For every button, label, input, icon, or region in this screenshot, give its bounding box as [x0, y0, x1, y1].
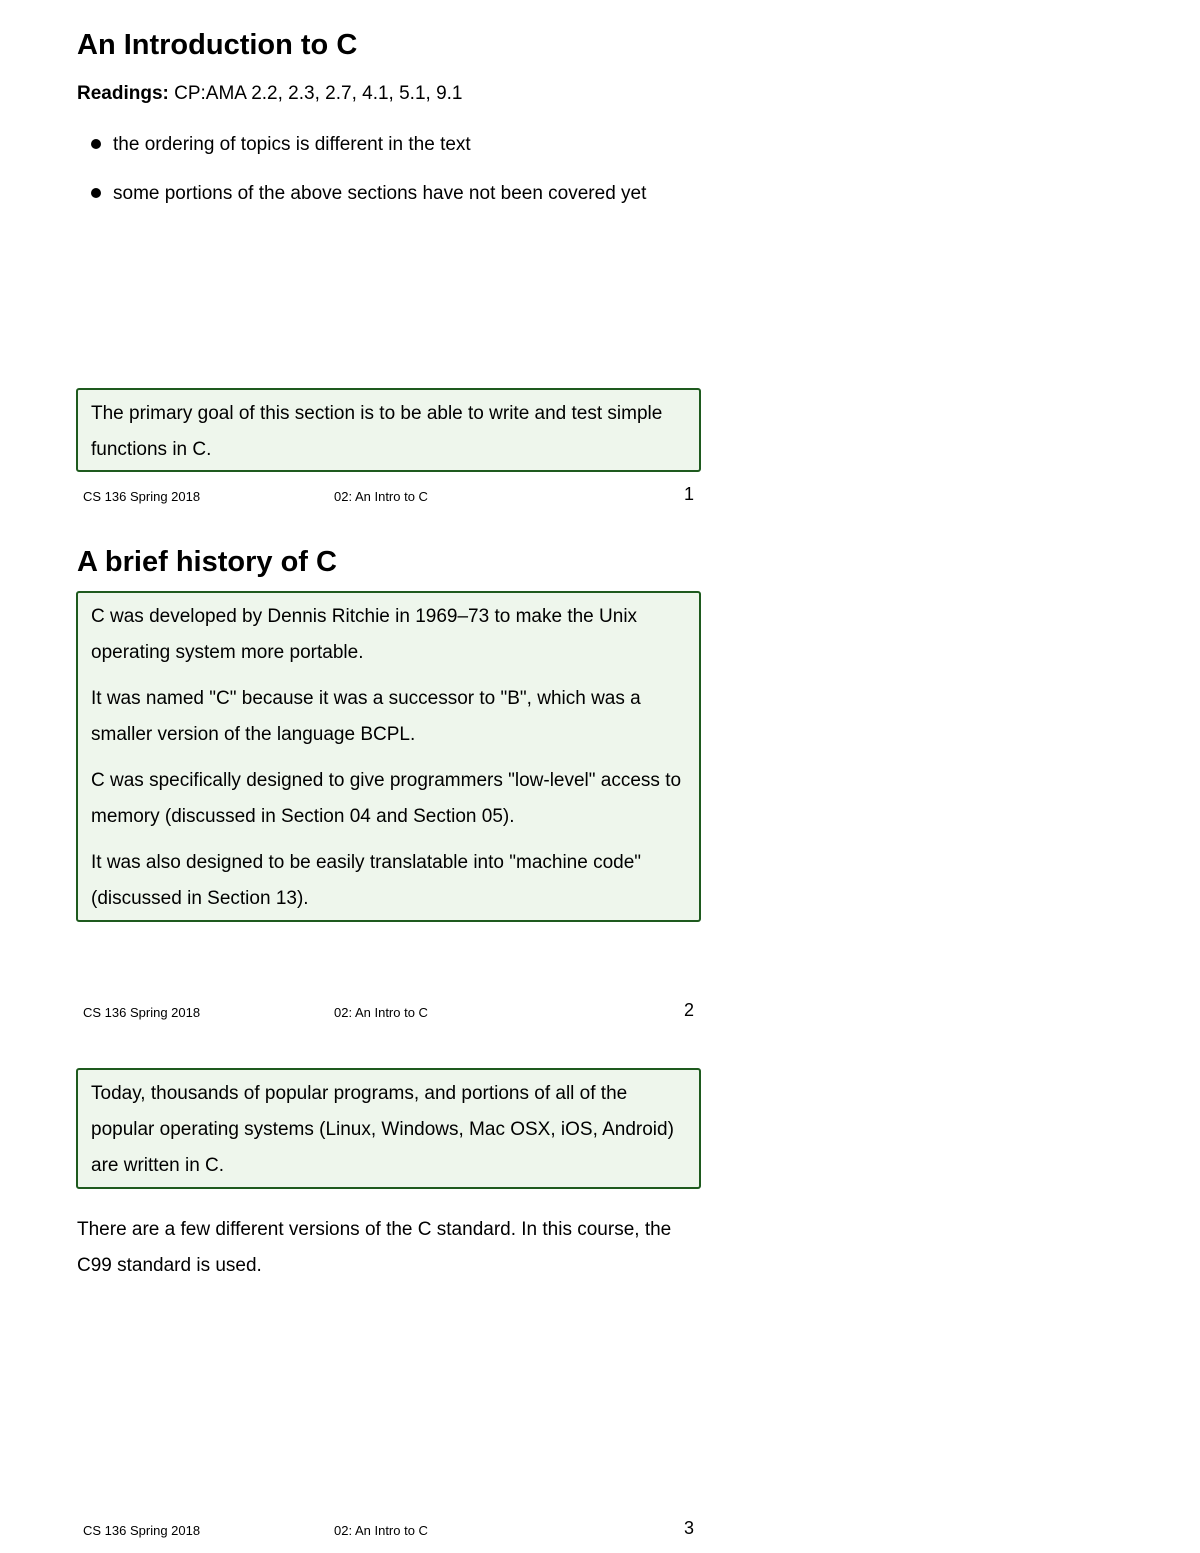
- bullet-dot-icon: [91, 139, 101, 149]
- slide-1-footer: [83, 484, 694, 506]
- slide-1-bullet-1: [91, 135, 711, 157]
- box-paragraph: The primary goal of this section is to be able to write and test simple functions in C.: [91, 403, 663, 460]
- footer-page-number: 1: [683, 484, 694, 504]
- slide-2-title: A brief history of C: [77, 546, 337, 578]
- bullet-text: the ordering of topics is different in the text: [113, 134, 471, 155]
- bullet-text: some portions of the above sections have not been covered yet: [113, 183, 647, 204]
- slide-1-readings: [77, 84, 462, 103]
- box-paragraph: It was also designed to be easily translatable into "machine code" (discussed in Section 13).: [91, 852, 642, 909]
- footer-page-number: 2: [683, 1000, 694, 1020]
- box-paragraph: Today, thousands of popular programs, and portions of all of the popular operating systems (Linux, Windows, Mac OSX, iOS, Android) are written in C.: [91, 1083, 674, 1176]
- bullet-dot-icon: [91, 188, 101, 198]
- box-paragraph: C was specifically designed to give programmers "low-level" access to memory (discussed in Section 04 and Section 05).: [91, 770, 682, 827]
- slide-3-footer: [83, 1518, 694, 1540]
- footer-course: CS 136 Spring 2018: [83, 1523, 201, 1538]
- slide-1-bullet-2: [91, 184, 711, 206]
- slide-2-footer: [83, 1000, 694, 1022]
- box-paragraph: C was developed by Dennis Ritchie in 1969–73 to make the Unix operating system more portable.: [91, 606, 638, 663]
- slide-1-goal-box: [76, 388, 701, 472]
- footer-section: 02: An Intro to C: [334, 1523, 428, 1538]
- slide-3-usage-box: [76, 1068, 701, 1189]
- footer-page-number: 3: [683, 1518, 694, 1538]
- footer-course: CS 136 Spring 2018: [83, 489, 201, 504]
- footer-course: CS 136 Spring 2018: [83, 1005, 201, 1020]
- box-paragraph: It was named "C" because it was a successor to "B", which was a smaller version of the language BCPL.: [91, 688, 641, 745]
- slide-1-title: An Introduction to C: [77, 29, 358, 61]
- readings-text: CP:AMA 2.2, 2.3, 2.7, 4.1, 5.1, 9.1: [168, 83, 463, 104]
- slide-3-standard-text: There are a few different versions of the C standard. In this course, the C99 standard is used.: [77, 1219, 672, 1276]
- slide-2-history-box: [76, 591, 701, 922]
- footer-section: 02: An Intro to C: [334, 1005, 428, 1020]
- footer-section: 02: An Intro to C: [334, 489, 428, 504]
- readings-label: Readings:: [77, 83, 169, 104]
